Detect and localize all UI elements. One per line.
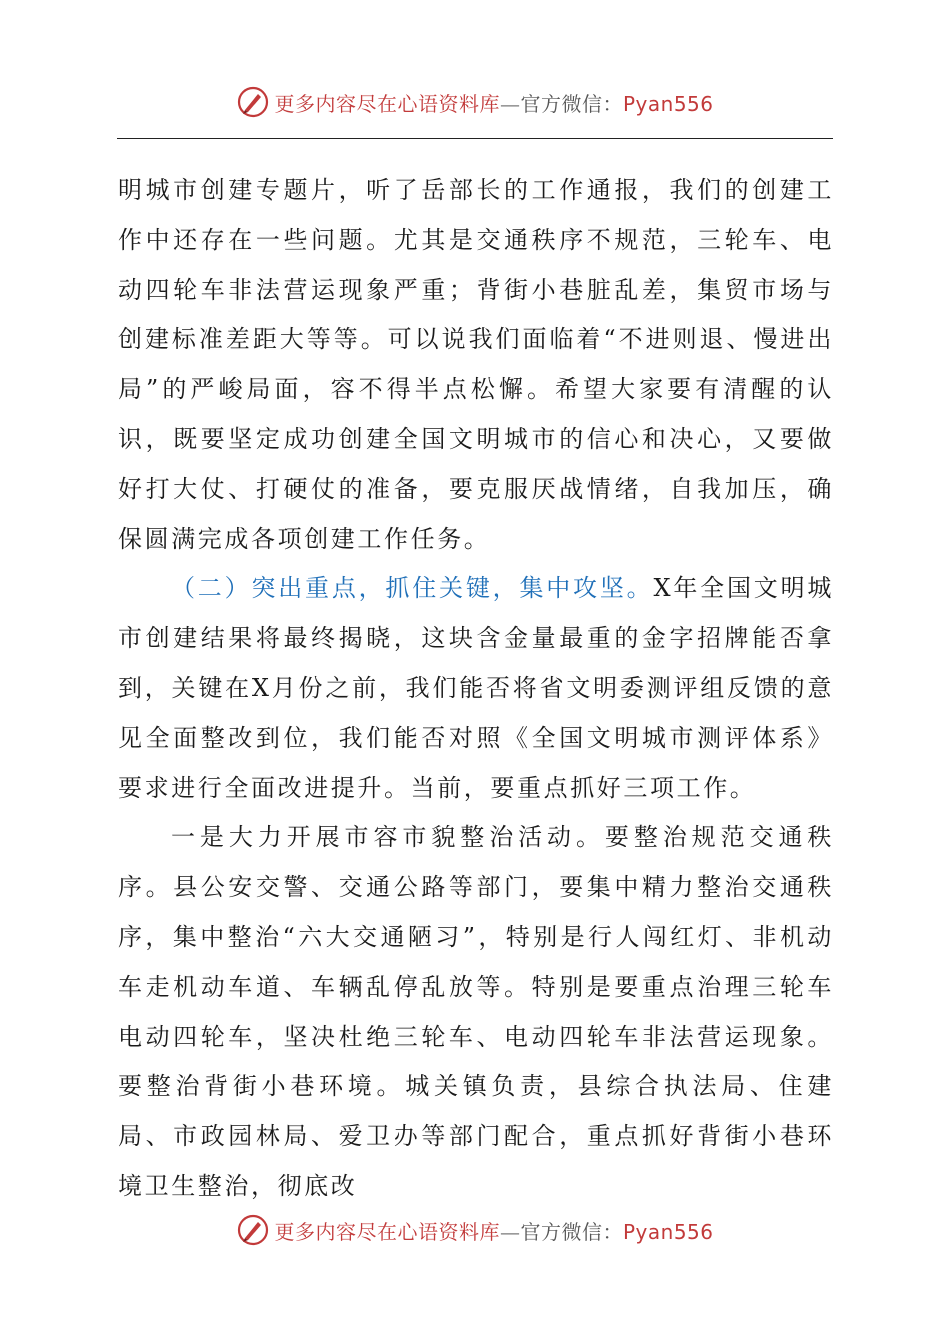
banner-text: 更多内容尽在心语资料库—官方微信：Pyan556 xyxy=(274,1219,714,1244)
paragraph-1: 明城市创建专题片，听了岳部长的工作通报，我们的创建工作中还存在一些问题。尤其是交通秩序不规范，三轮车、电动四轮车非法营运现象严重；背街小巷脏乱差，集贸市场与创建标准差距大等等。可以说我们面临着“不进则退、慢进出局”的严峻局面，容不得半点松懈。希望大家要有清醒的认识，既要坚定成功创建全国文明城市的信心和决心，又要做好打大仗、打硬仗的准备，要克服厌战情绪，自我加压，确保圆满完成各项创建工作任务。 xyxy=(118,176,834,553)
footer-banner xyxy=(0,1210,950,1250)
paragraph-2-text: X年全国文明城市创建结果将最终揭晓，这块含金量最重的金字招牌能否拿到，关键在X月份之前，我们能否将省文明委测评组反馈的意见全面整改到位，我们能否对照《全国文明城市测评体系》要求进行全面改进提升。当前，要重点抓好三项工作。 xyxy=(118,574,834,802)
paragraph-2 xyxy=(118,564,834,813)
section-heading: （二）突出重点，抓住关键，集中攻坚。 xyxy=(171,574,654,603)
banner-text: 更多内容尽在心语资料库—官方微信：Pyan556 xyxy=(274,91,714,116)
document-body xyxy=(118,166,834,1212)
pen-logo-icon xyxy=(236,85,270,119)
header-divider xyxy=(117,138,833,139)
header-banner xyxy=(0,82,950,122)
paragraph-3: 一是大力开展市容市貌整治活动。要整治规范交通秩序。县公安交警、交通公路等部门，要集中精力整治交通秩序，集中整治“六大交通陋习”，特别是行人闯红灯、非机动车走机动车道、车辆乱停乱放等。特别是要重点治理三轮车电动四轮车，坚决杜绝三轮车、电动四轮车非法营运现象。要整治背街小巷环境。城关镇负责，县综合执法局、住建局、市政园林局、爱卫办等部门配合，重点抓好背街小巷环境卫生整治，彻底改 xyxy=(118,823,834,1200)
pen-logo-icon xyxy=(236,1213,270,1247)
